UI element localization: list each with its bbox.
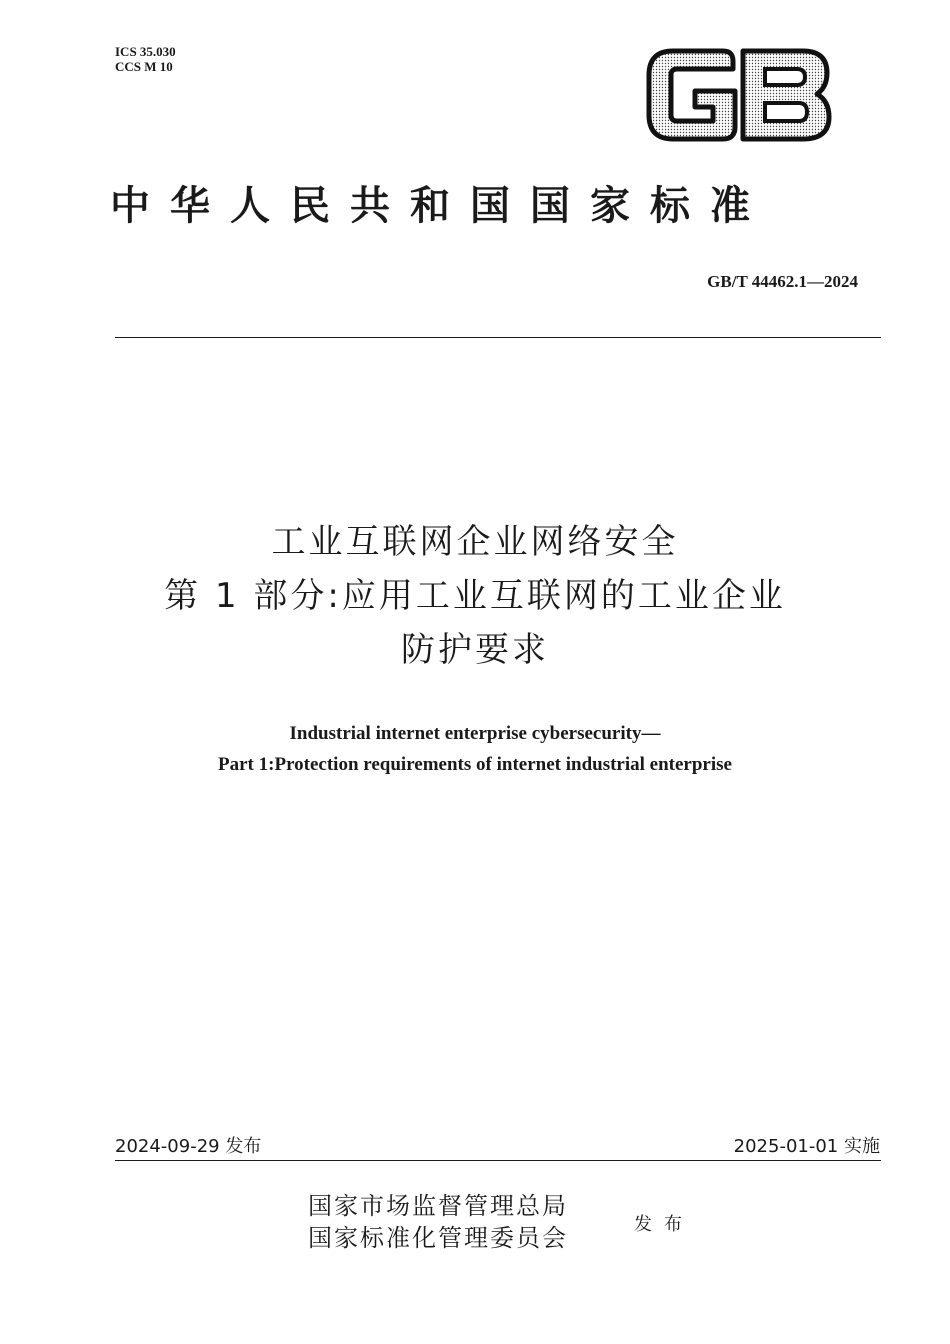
- issuing-authorities: [308, 1190, 568, 1254]
- standard-number: GB/T 44462.1—2024: [707, 272, 858, 291]
- bottom-divider: [115, 1160, 881, 1161]
- english-title: [60, 718, 890, 780]
- top-divider: [115, 337, 881, 338]
- issuer-sac: 国家标准化管理委员会: [308, 1224, 568, 1252]
- chinese-title-line-3: 防护要求: [401, 630, 549, 670]
- issue-date: 2024-09-29 发布: [115, 1136, 262, 1157]
- publish-label: 发布: [634, 1214, 694, 1235]
- chinese-title: [60, 515, 890, 677]
- gb-logo: [643, 47, 833, 143]
- country-standard-title: 中华人民共和国国家标准: [110, 182, 770, 229]
- english-title-line-1: Industrial internet enterprise cybersecurity—: [289, 723, 661, 744]
- ics-code: ICS 35.030: [115, 44, 176, 59]
- issuer-samr: 国家市场监督管理总局: [308, 1192, 568, 1220]
- english-title-line-2: Part 1:Protection requirements of internet industrial enterprise: [218, 754, 732, 775]
- ccs-code: CCS M 10: [115, 59, 173, 74]
- chinese-title-line-1: 工业互联网企业网络安全: [271, 522, 679, 562]
- classification-codes: [115, 44, 176, 74]
- chinese-title-line-2: 第 1 部分:应用工业互联网的工业企业: [164, 576, 786, 616]
- implementation-date: 2025-01-01 实施: [733, 1136, 880, 1157]
